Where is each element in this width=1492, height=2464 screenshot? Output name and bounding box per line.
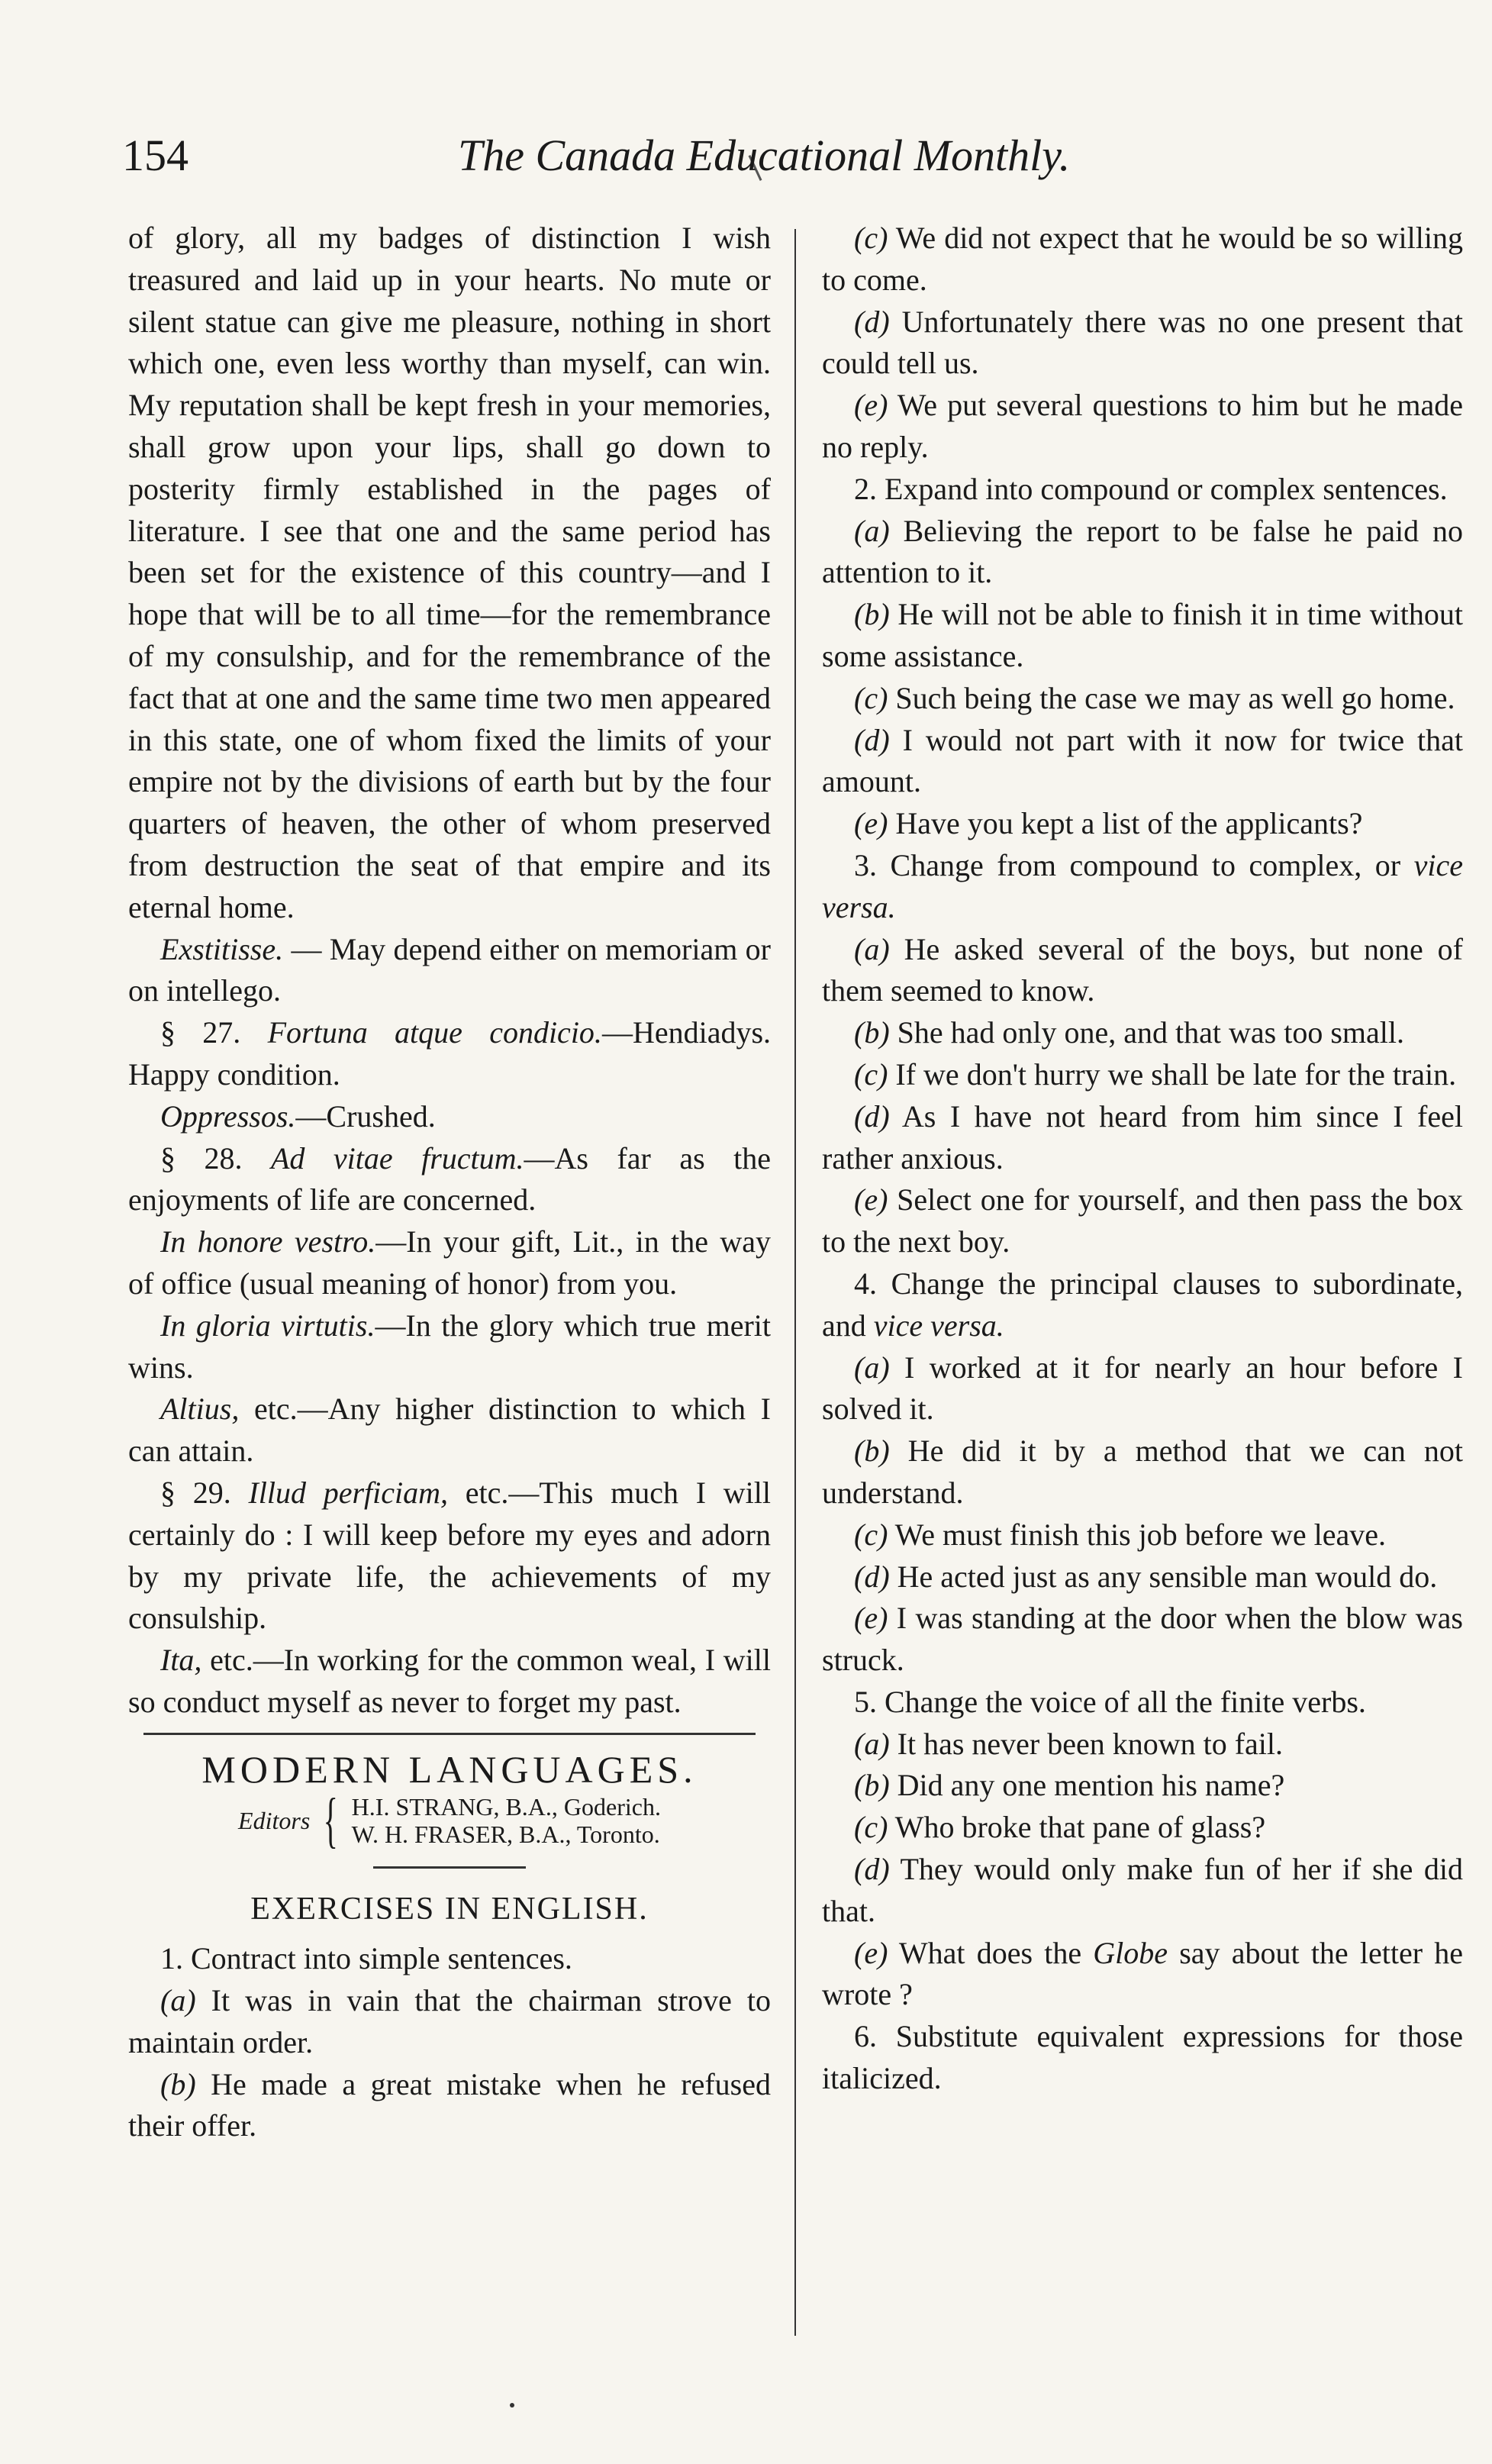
left-column xyxy=(128,218,771,2147)
exercise-head-2: 2. Expand into compound or complex sentences. xyxy=(854,471,1448,506)
note-28: § 28. Ad vitae fructum.—As far as the enjoyments of life are concerned. xyxy=(128,1140,771,1217)
exercise-item: (e) I was standing at the door when the blow was struck. xyxy=(822,1601,1463,1678)
column-divider xyxy=(794,229,796,2336)
print-speck xyxy=(510,2403,514,2408)
exercise-item: (e) Have you kept a list of the applicants? xyxy=(854,806,1363,841)
exercise-item: (a) It has never been known to fail. xyxy=(854,1726,1284,1761)
exercise-item: (b) He did it by a method that we can not understand. xyxy=(822,1434,1463,1510)
exercise-item: (a) Believing the report to be false he paid no attention to it. xyxy=(822,513,1463,590)
exercise-head-1: 1. Contract into simple sentences. xyxy=(160,1941,572,1976)
section-divider xyxy=(143,1733,756,1735)
exercises-title: EXERCISES IN ENGLISH. xyxy=(250,1892,649,1927)
note-exstitisse: Exstitisse. — May depend either on memoriam or on intellego. xyxy=(128,931,771,1008)
running-title: The Canada Educational Monthly. xyxy=(458,131,1071,180)
note-in-honore: In honore vestro.—In your gift, Lit., in the way of office (usual meaning of honor) from you. xyxy=(128,1224,771,1301)
exercise-item: (d) They would only make fun of her if she did that. xyxy=(822,1852,1463,1928)
exercise-head-4: 4. Change the principal clauses to subordinate, and vice versa. xyxy=(822,1266,1463,1343)
editors-label: Editors xyxy=(238,1807,311,1835)
note-ita: Ita, etc.—In working for the common weal, I will so conduct myself as never to forget my past. xyxy=(128,1643,771,1719)
exercise-item: (e) Select one for yourself, and then pass the box to the next boy. xyxy=(822,1182,1463,1259)
exercise-item: (a) It was in vain that the chairman strove to maintain order. xyxy=(128,1983,771,2059)
exercise-item: (d) As I have not heard from him since I feel rather anxious. xyxy=(822,1098,1463,1176)
exercise-item: (d) He acted just as any sensible man would do. xyxy=(854,1559,1438,1594)
editors-list xyxy=(352,1793,661,1848)
exercise-item: (a) I worked at it for nearly an hour before I solved it. xyxy=(822,1350,1463,1427)
exercise-item: (c) Who broke that pane of glass? xyxy=(854,1810,1266,1845)
exercise-head-6: 6. Substitute equivalent expressions for those italicized. xyxy=(822,2019,1463,2096)
exercise-item: (b) He will not be able to finish it in time without some assistance. xyxy=(822,597,1463,673)
exercise-item: (d) Unfortunately there was no one present that could tell us. xyxy=(822,304,1463,381)
exercise-item: (c) If we don't hurry we shall be late for the train. xyxy=(854,1056,1457,1092)
exercise-item: (c) We must finish this job before we leave. xyxy=(854,1517,1386,1552)
exercise-item: (b) Did any one mention his name? xyxy=(854,1768,1285,1803)
exercise-head-5: 5. Change the voice of all the finite verbs. xyxy=(854,1684,1366,1719)
exercise-item: (e) What does the Globe say about the letter he wrote ? xyxy=(822,1935,1463,2012)
note-27: § 27. Fortuna atque condicio.—Hendiadys. Happy condition. xyxy=(128,1015,772,1092)
note-29: § 29. Illud perficiam, etc.—This much I will certainly do : I will keep before my eyes and adorn by my private life, the achievements of my consulship. xyxy=(128,1475,771,1636)
exercise-head-3: 3. Change from compound to complex, or vice versa. xyxy=(822,847,1463,924)
note-altius: Altius, etc.—Any higher distinction to which I can attain. xyxy=(128,1392,771,1469)
exercise-item: (b) He made a great mistake when he refused their offer. xyxy=(128,2066,771,2143)
exercise-item: (a) He asked several of the boys, but none of them seemed to know. xyxy=(822,931,1463,1008)
exercise-item: (c) Such being the case we may as well go home. xyxy=(854,680,1455,715)
note-oppressos: Oppressos.—Crushed. xyxy=(160,1098,436,1134)
editor-2: W. H. FRASER, B.A., Toronto. xyxy=(351,1821,660,1849)
right-column xyxy=(822,218,1463,2100)
short-divider xyxy=(373,1866,526,1869)
editors-block xyxy=(128,1787,771,1855)
editor-1: H.I. STRANG, B.A., Goderich. xyxy=(351,1793,661,1821)
body-paragraph: of glory, all my badges of distinction I wish treasured and laid up in your hearts. No mute or silent statue can give me pleasure, nothing in short which one, even less worthy than myself, can win. My reputation shall be kept fresh in your memories, shall grow upon your lips, shall go down to posterity firmly established in the pages of literature. I see that one and the same period has been set for the existence of this country—and I hope that will be to all time—for the remembrance of my consulship, and for the remembrance of the fact that at one and the same time two men appeared in this state, one of whom fixed the limits of your empire not by the divisions of earth but by the four quarters of heaven, the other of whom preserved from destruction the seat of that empire and its eternal home. xyxy=(128,221,771,924)
page-number: 154 xyxy=(122,131,189,180)
exercise-item: (c) We did not expect that he would be so willing to come. xyxy=(822,221,1463,297)
page-header xyxy=(122,130,1400,198)
note-in-gloria: In gloria virtutis.—In the glory which true merit wins. xyxy=(128,1308,772,1385)
brace-icon: { xyxy=(323,1787,339,1855)
exercise-item: (e) We put several questions to him but he made no reply. xyxy=(822,388,1463,464)
section-title: MODERN LANGUAGES. xyxy=(201,1747,698,1791)
exercise-item: (d) I would not part with it now for twice that amount. xyxy=(822,722,1463,799)
exercise-item: (b) She had only one, and that was too small. xyxy=(854,1015,1404,1050)
